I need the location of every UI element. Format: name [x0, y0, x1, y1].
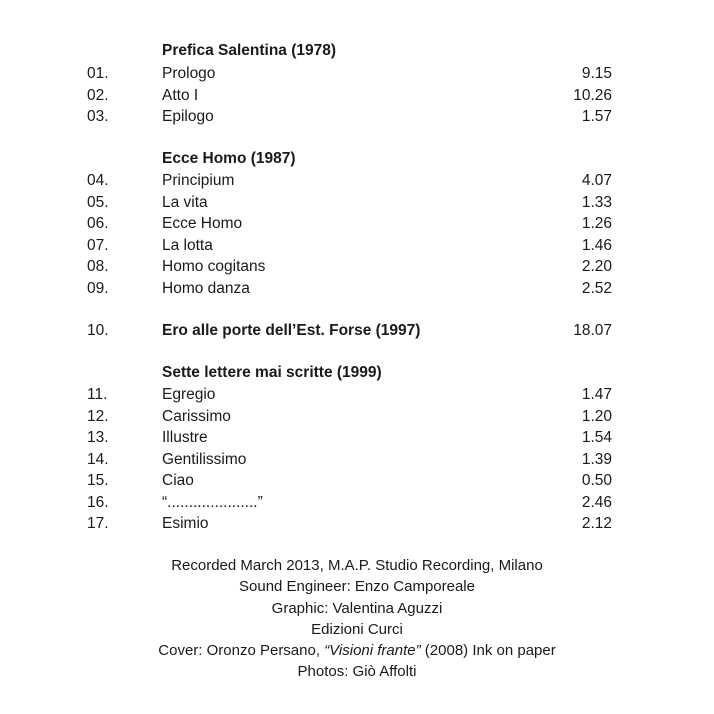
track-number: 02.: [87, 86, 109, 104]
credit-cover: [0, 640, 714, 661]
track-number: 16.: [87, 493, 109, 511]
track-row: [0, 213, 714, 234]
track-title: La vita: [162, 193, 208, 211]
track-row: [0, 449, 714, 470]
track-title: Esimio: [162, 515, 209, 532]
credits-block: [0, 555, 714, 683]
section-title-prefica-salentina: Prefica Salentina (1978): [162, 42, 337, 59]
track-title: Gentilissimo: [162, 450, 247, 468]
track-number: 17.: [87, 515, 109, 532]
track-row: [0, 406, 714, 427]
track-title: Homo cogitans: [162, 258, 266, 275]
track-number: 03.: [87, 108, 109, 125]
track-row: [0, 192, 714, 213]
track-row: [0, 492, 714, 513]
track-duration: 2.12: [581, 515, 612, 532]
track-number: 08.: [87, 258, 109, 275]
track-number: 11.: [87, 386, 108, 403]
track-title: Prologo: [162, 65, 216, 82]
track-duration: 2.46: [581, 493, 612, 511]
track-duration: 1.57: [581, 108, 612, 125]
track-number: 15.: [87, 472, 109, 489]
track-duration: 1.47: [581, 386, 612, 403]
track-title: Epilogo: [162, 108, 214, 125]
track-duration: 1.33: [581, 193, 612, 211]
credit-sound-engineer: Sound Engineer: Enzo Camporeale: [239, 578, 475, 596]
track-duration: 1.20: [581, 407, 612, 425]
track-row: [0, 427, 714, 448]
track-row: [0, 513, 714, 534]
track-title: Atto I: [162, 86, 199, 104]
credit-cover-suffix: (2008) Ink on paper: [420, 642, 556, 660]
track-row: [0, 278, 714, 299]
credit-graphic: Graphic: Valentina Aguzzi: [271, 599, 443, 617]
track-row: [0, 470, 714, 491]
track-number: 05.: [87, 193, 109, 211]
track-duration: 10.26: [573, 86, 612, 104]
track-duration: 2.52: [581, 279, 612, 297]
track-duration: 1.46: [581, 236, 612, 254]
track-title: Ero alle porte dell’Est. Forse (1997): [162, 322, 421, 339]
credit-photos: Photos: Giò Affolti: [297, 663, 417, 681]
track-number: 01.: [87, 65, 109, 82]
track-title: Ciao: [162, 472, 194, 489]
track-row: [0, 170, 714, 191]
track-duration: 0.50: [581, 472, 612, 489]
track-title: La lotta: [162, 236, 213, 254]
track-number: 10.: [87, 322, 109, 339]
track-title: Principium: [162, 172, 235, 189]
track-title: Ecce Homo: [162, 215, 243, 232]
section-title-ecce-homo: Ecce Homo (1987): [162, 150, 296, 167]
track-number: 04.: [87, 172, 109, 189]
track-row: [0, 85, 714, 106]
credit-cover-prefix: Cover: Oronzo Persano,: [158, 642, 325, 660]
track-duration: 18.07: [573, 322, 612, 339]
track-title: Carissimo: [162, 407, 231, 425]
section-title-sette-lettere: Sette lettere mai scritte (1999): [162, 364, 382, 381]
track-number: 12.: [87, 407, 109, 425]
track-number: 09.: [87, 279, 109, 297]
track-title: Egregio: [162, 386, 216, 403]
track-title: Homo danza: [162, 279, 250, 297]
track-number: 06.: [87, 215, 109, 232]
track-number: 13.: [87, 429, 109, 446]
track-duration: 1.39: [581, 450, 612, 468]
track-duration: 9.15: [581, 65, 612, 82]
track-number: 14.: [87, 450, 109, 468]
track-row: [0, 256, 714, 277]
credit-cover-title: “Visioni frante”: [324, 642, 421, 660]
track-duration: 1.26: [581, 215, 612, 232]
track-duration: 2.20: [581, 258, 612, 275]
track-title: “.....................”: [162, 493, 263, 511]
track-row: [0, 63, 714, 84]
track-row: [0, 106, 714, 127]
track-title: Illustre: [162, 429, 208, 446]
track-duration: 1.54: [581, 429, 612, 446]
credit-recorded: Recorded March 2013, M.A.P. Studio Recording, Milano: [171, 557, 543, 574]
track-row-single: [0, 320, 714, 341]
credit-publisher: Edizioni Curci: [311, 620, 403, 638]
track-row: [0, 384, 714, 405]
track-number: 07.: [87, 236, 109, 254]
track-duration: 4.07: [581, 172, 612, 189]
track-row: [0, 235, 714, 256]
